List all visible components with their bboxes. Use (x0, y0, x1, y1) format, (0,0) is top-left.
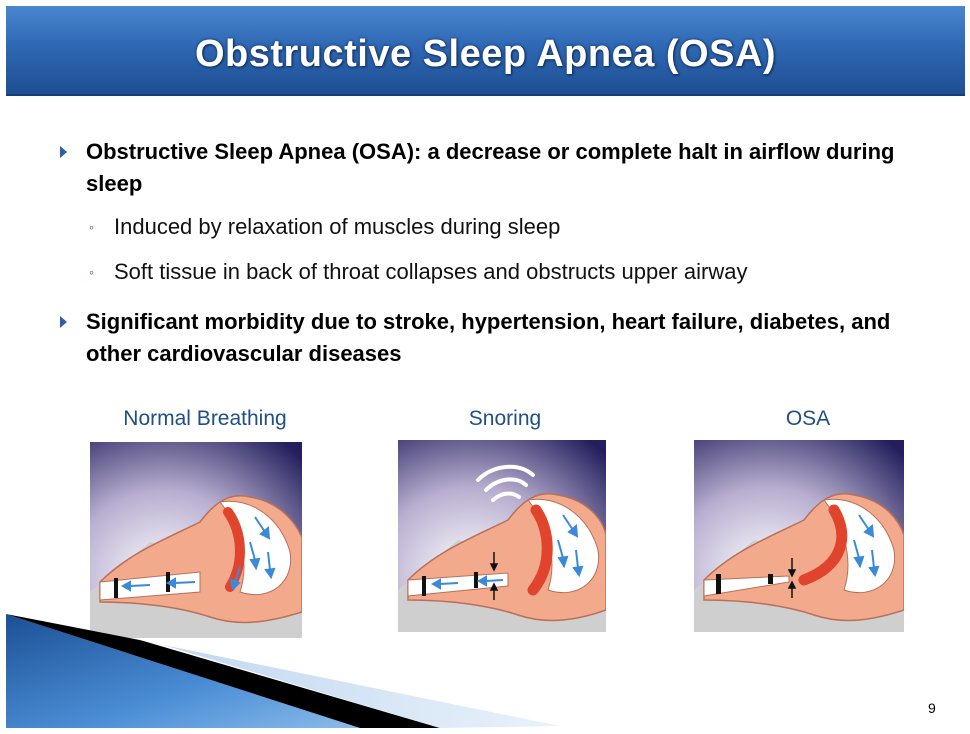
osa-illustration (694, 440, 904, 632)
sub-bullet-ring-icon: ◦ (89, 264, 94, 280)
figure-caption-osa: OSA (785, 407, 831, 430)
title-bar (6, 6, 965, 96)
sub-bullet-2: Soft tissue in back of throat collapses and obstructs upper airway (114, 259, 748, 284)
decorative-swoosh (0, 600, 620, 734)
sub-bullet-1: Induced by relaxation of muscles during sleep (114, 214, 561, 239)
slide-title: Obstructive Sleep Apnea (OSA) (194, 33, 777, 75)
figure-caption-snoring: Snoring (468, 407, 542, 430)
bullet-1: Obstructive Sleep Apnea (OSA): a decrease or complete halt in airflow during sleep (86, 139, 895, 196)
figure-caption-normal: Normal Breathing (123, 407, 287, 430)
bullet-arrow-icon (60, 146, 67, 158)
bullet-arrow-icon (60, 316, 67, 328)
sub-bullet-ring-icon: ◦ (89, 219, 94, 235)
bullet-2: Significant morbidity due to stroke, hypertension, heart failure, diabetes, and other cardiovascular diseases (86, 309, 891, 366)
page-number: 9 (928, 700, 936, 716)
